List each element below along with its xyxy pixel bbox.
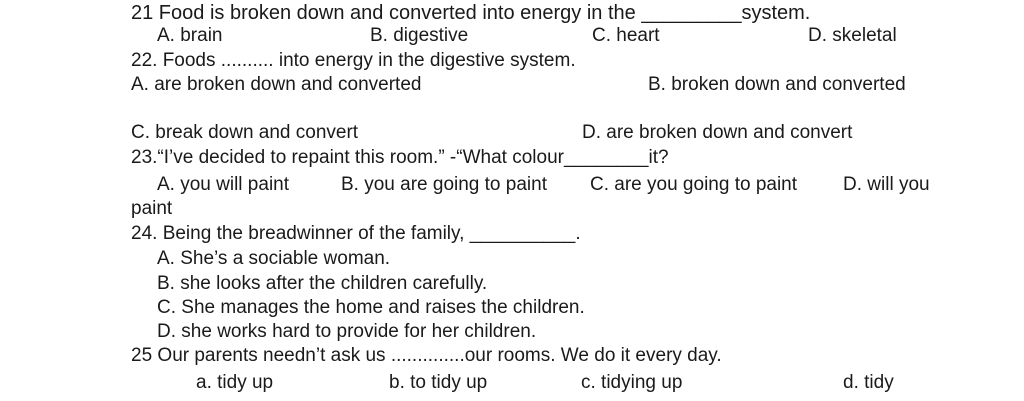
q24-option-c: C. She manages the home and raises the children.	[157, 297, 585, 318]
q23-option-b: B. you are going to paint	[341, 174, 547, 195]
q23-option-a: A. you will paint	[157, 174, 290, 195]
q25-option-c: c. tidying up	[581, 372, 683, 393]
q21-stem: 21 Food is broken down and converted into energy in the _________system.	[131, 2, 811, 24]
q25-option-a: a. tidy up	[196, 372, 274, 393]
q21-option-a: A. brain	[157, 25, 223, 46]
q22-option-a: A. are broken down and converted	[131, 74, 422, 95]
q21-option-b: B. digestive	[370, 25, 469, 46]
q23-option-d: D. will you	[843, 174, 930, 195]
q21-option-c: C. heart	[592, 25, 660, 46]
q25-option-b: b. to tidy up	[389, 372, 488, 393]
q25-stem: 25 Our parents needn’t ask us ..............our rooms. We do it every day.	[131, 345, 722, 366]
q22-option-d: D. are broken down and convert	[582, 122, 853, 143]
q24-option-a: A. She’s a sociable woman.	[157, 248, 391, 269]
q22-stem: 22. Foods .......... into energy in the digestive system.	[131, 50, 576, 71]
q22-option-b: B. broken down and converted	[648, 74, 906, 95]
q24-option-b: B. she looks after the children carefully.	[157, 273, 488, 294]
q22-option-c: C. break down and convert	[131, 122, 359, 143]
q23-option-d-wrap: paint	[131, 198, 173, 219]
q24-stem: 24. Being the breadwinner of the family, __________.	[131, 223, 581, 244]
q24-option-d: D. she works hard to provide for her children.	[157, 321, 537, 342]
q21-option-d: D. skeletal	[808, 25, 897, 46]
q23-stem: 23.“I’ve decided to repaint this room.” -“What colour________it?	[131, 147, 669, 168]
q23-option-c: C. are you going to paint	[590, 174, 798, 195]
q25-option-d: d. tidy	[843, 372, 894, 393]
